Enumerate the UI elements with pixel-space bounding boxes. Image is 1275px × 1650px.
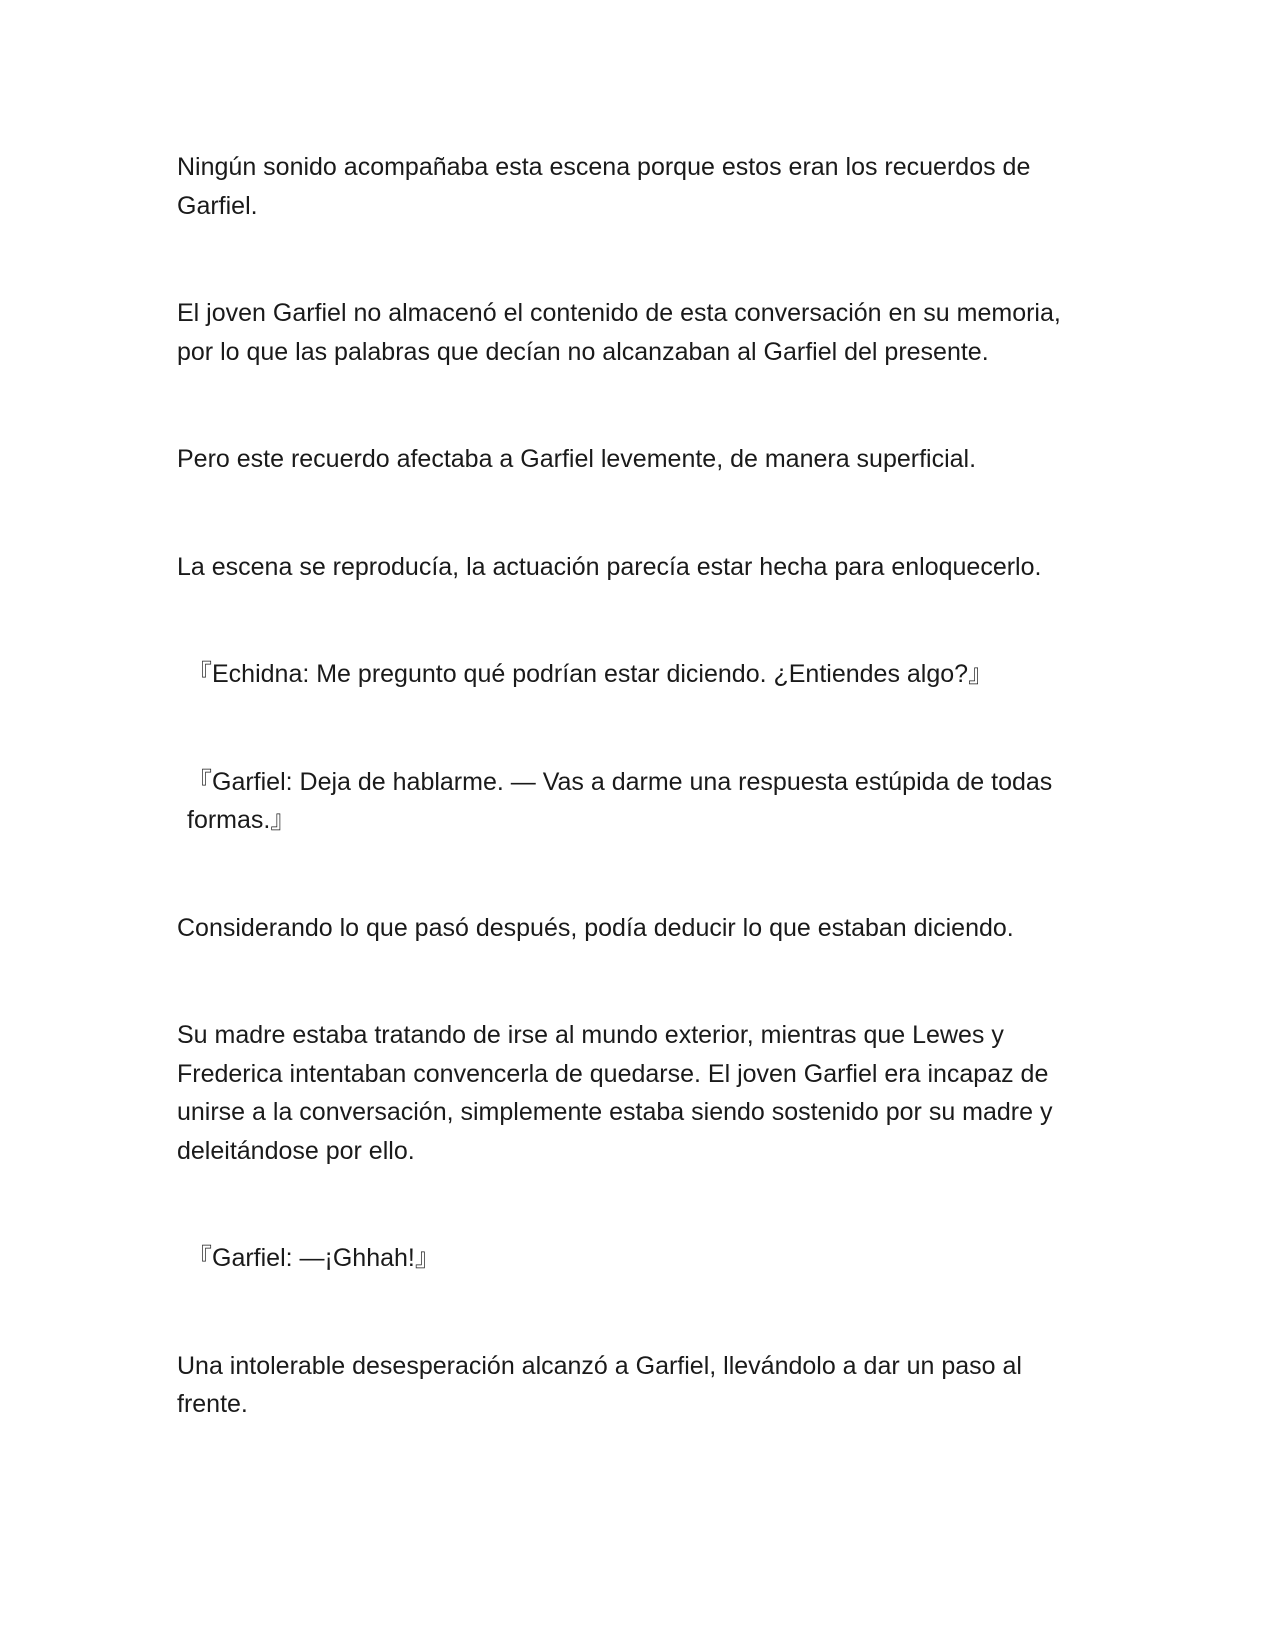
paragraph: Una intolerable desesperación alcanzó a Garfiel, llevándolo a dar un paso al frente. bbox=[177, 1351, 1022, 1418]
dialogue-line: 『Garfiel: Deja de hablarme. — Vas a darme una respuesta estúpida de todas formas.』 bbox=[187, 767, 1053, 834]
paragraph: Ningún sonido acompañaba esta escena porque estos eran los recuerdos de Garfiel. bbox=[177, 153, 1031, 220]
paragraph: Considerando lo que pasó después, podía deducir lo que estaban diciendo. bbox=[177, 913, 1014, 942]
dialogue-line: 『Echidna: Me pregunto qué podrían estar diciendo. ¿Entiendes algo?』 bbox=[187, 660, 994, 688]
paragraph: Su madre estaba tratando de irse al mundo exterior, mientras que Lewes y Frederica intentaban convencerla de quedarse. El joven Garfiel era incapaz de unirse a la conversación, simplemente estaba siendo sostenido por su madre y deleitándose por ello. bbox=[177, 1021, 1053, 1165]
paragraph: La escena se reproducía, la actuación parecía estar hecha para enloquecerlo. bbox=[177, 552, 1042, 581]
paragraph: El joven Garfiel no almacenó el contenido de esta conversación en su memoria, por lo que las palabras que decían no alcanzaban al Garfiel del presente. bbox=[177, 299, 1061, 366]
dialogue-line: 『Garfiel: —¡Ghhah!』 bbox=[187, 1244, 440, 1272]
document-body bbox=[177, 148, 1097, 1424]
paragraph: Pero este recuerdo afectaba a Garfiel levemente, de manera superficial. bbox=[177, 445, 977, 473]
